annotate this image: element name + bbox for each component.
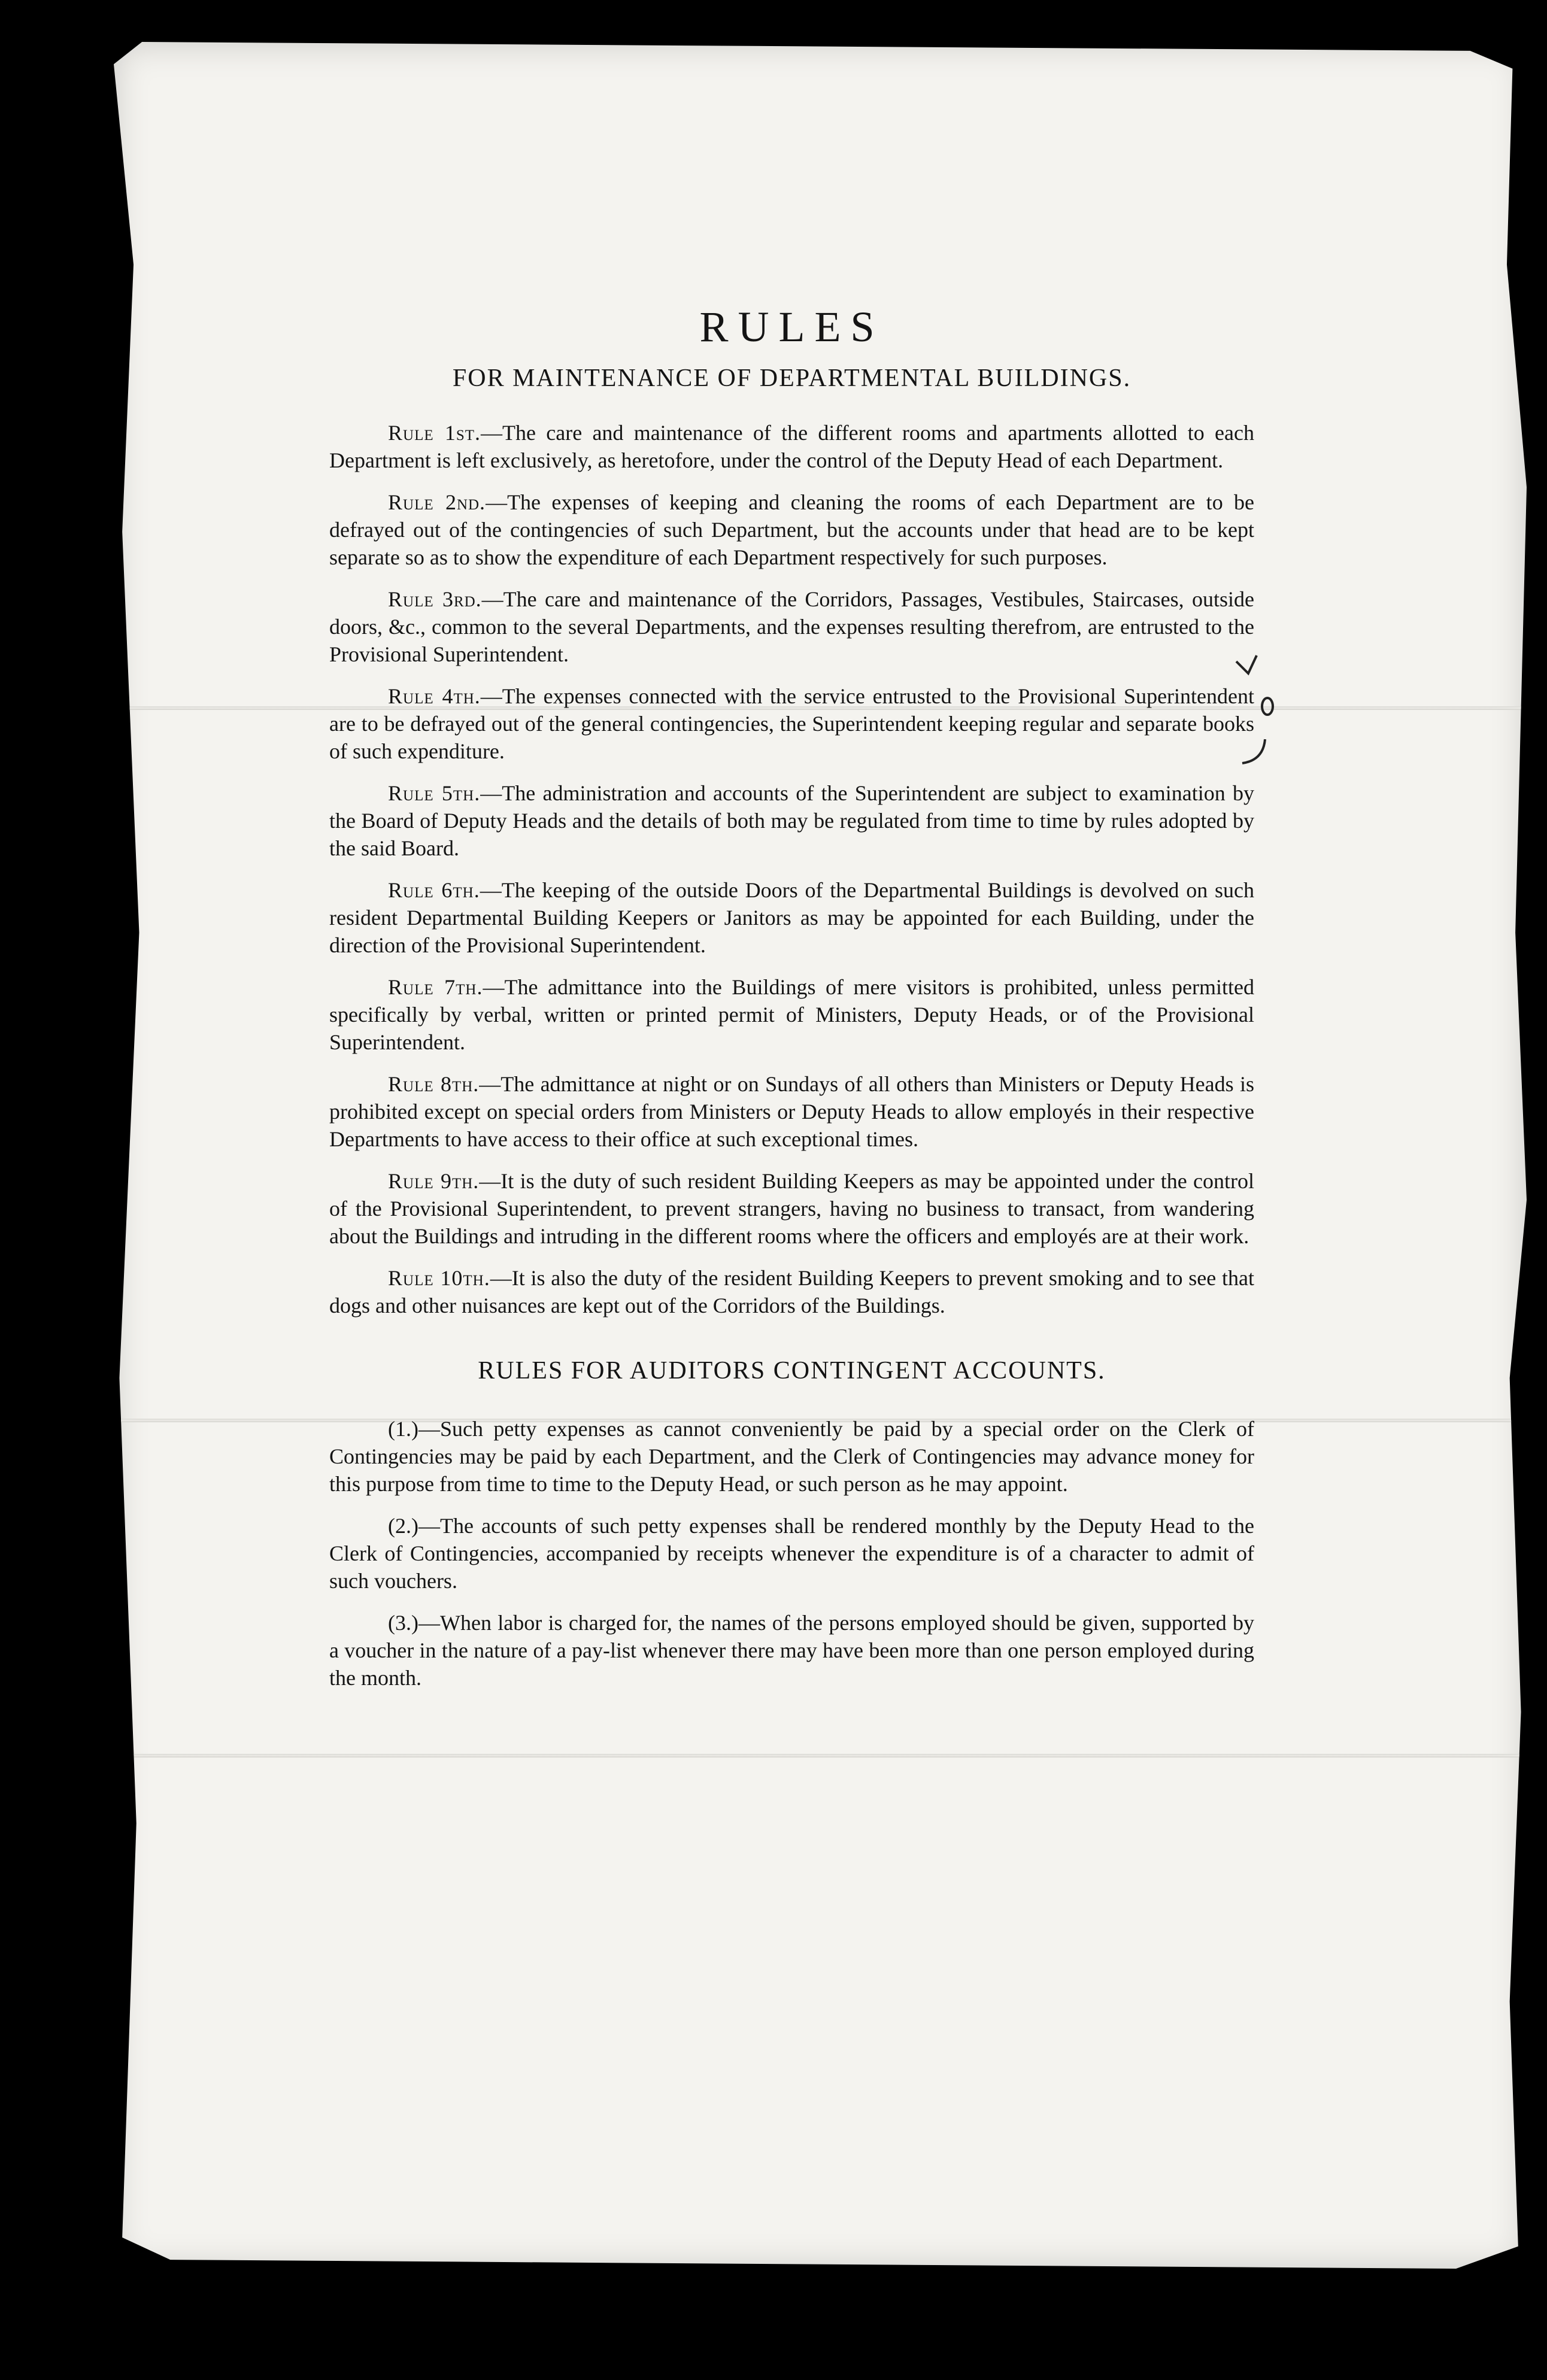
rule-9 [329, 1167, 1254, 1250]
rule-label: Rule 6th. [388, 878, 480, 902]
rule-text: —Such petty expenses as cannot conveniently be paid by a special order on the Clerk of Contingencies may be paid by each Department, and the Clerk of Contingencies may advance money for this purpose from time to time to the Deputy Head, or such person as he may appoint. [329, 1417, 1254, 1496]
auditor-rule-2 [329, 1512, 1254, 1595]
rule-label: Rule 2nd. [388, 490, 486, 514]
rule-text: —The expenses connected with the service entrusted to the Provisional Superintendent are to be defrayed out of the general contingencies, the Superintendent keeping regular and separate books of such expenditure. [329, 684, 1255, 763]
rule-text: —The care and maintenance of the different rooms and apartments allotted to each Department is left exclusively, as heretofore, under the control of the Deputy Head of each Department. [329, 421, 1254, 472]
rule-label: (2.) [388, 1514, 418, 1538]
rule-label: Rule 9th. [388, 1169, 480, 1193]
rule-text: —The admittance into the Buildings of mere visitors is prohibited, unless permitted specifically by verbal, written or printed permit of Ministers, Deputy Heads, or of the Provisional Superintendent. [329, 975, 1255, 1054]
rule-label: Rule 10th. [388, 1266, 490, 1290]
auditor-rules-list [329, 1415, 1254, 1692]
rule-label: Rule 5th. [388, 781, 481, 805]
auditor-rule-1 [329, 1415, 1254, 1498]
rule-label: (3.) [388, 1611, 418, 1635]
rule-text: —The admittance at night or on Sundays of all others than Ministers or Deputy Heads is prohibited except on special orders from Ministers or Deputy Heads to allow employés in their respective Departments to have access to their office at such exceptional times. [329, 1072, 1254, 1151]
rule-text: —It is also the duty of the resident Building Keepers to prevent smoking and to see that dogs and other nuisances are kept out of the Corridors of the Buildings. [329, 1266, 1254, 1318]
rule-6 [329, 876, 1254, 959]
auditor-rule-3 [329, 1609, 1254, 1692]
rule-text: —The care and maintenance of the Corridors, Passages, Vestibules, Staircases, outside doors, &c., common to the several Departments, and the expenses resulting therefrom, are entrusted to the Provisional Superintendent. [329, 587, 1254, 666]
rule-label: Rule 8th. [388, 1072, 480, 1096]
document-body [329, 302, 1254, 1706]
rule-text: —When labor is charged for, the names of the persons employed should be given, supported by a voucher in the nature of a pay-list whenever there may have been more than one person employed during the month. [329, 1611, 1254, 1690]
rule-text: —It is the duty of such resident Building Keepers as may be appointed under the control of the Provisional Superintendent, to prevent strangers, having no business to transact, from wandering about the Buildings and intruding in the different rooms where the officers and employés are at their work. [329, 1169, 1255, 1248]
rule-label: Rule 4th. [388, 684, 481, 708]
document-subtitle: FOR MAINTENANCE OF DEPARTMENTAL BUILDINGS. [452, 365, 1132, 392]
rule-5 [329, 779, 1254, 862]
rule-7 [329, 973, 1254, 1056]
rule-text: —The administration and accounts of the Superintendent are subject to examination by the Board of Deputy Heads and the details of both may be regulated from time to time by rules adopted by the said Board. [329, 781, 1254, 860]
rule-text: —The keeping of the outside Doors of the Departmental Buildings is devolved on such resident Departmental Building Keepers or Janitors as may be appointed for each Building, under the direction of the Provisional Superintendent. [329, 878, 1255, 957]
rule-2 [329, 488, 1254, 571]
rule-text: —The accounts of such petty expenses shall be rendered monthly by the Deputy Head to the Clerk of Contingencies, accompanied by receipts whenever the expenditure is of a character to admit of such vouchers. [329, 1514, 1254, 1593]
rule-label: Rule 7th. [388, 975, 483, 999]
building-rules-list [329, 419, 1254, 1319]
rule-8 [329, 1070, 1254, 1153]
paper-fold-line [114, 1754, 1527, 1757]
rule-10 [329, 1264, 1254, 1319]
rule-3 [329, 585, 1254, 668]
rule-label: Rule 3rd. [388, 587, 482, 611]
rule-label: Rule 1st. [388, 421, 481, 445]
auditor-section-title: RULES FOR AUDITORS CONTINGENT ACCOUNTS. [478, 1357, 1106, 1385]
rule-4 [329, 682, 1254, 765]
rule-label: (1.) [388, 1417, 418, 1441]
rule-text: —The expenses of keeping and cleaning the rooms of each Department are to be defrayed out of the contingencies of such Department, but the accounts under that head are to be kept separate so as to show the expenditure of each Department respectively for such purposes. [329, 490, 1255, 569]
rule-1 [329, 419, 1254, 474]
document-title: RULES [699, 303, 884, 351]
